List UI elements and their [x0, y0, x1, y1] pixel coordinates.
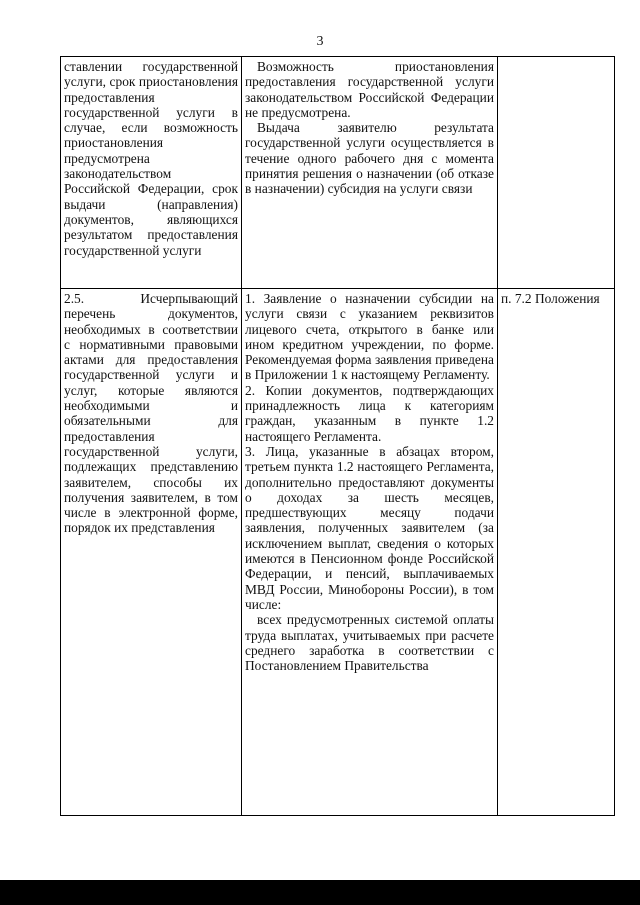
- cell-text: ставлении государственной услуги, срок приостановления предоставления государственной услуги в случае, если возможность приостановления предусмотрена законодательством Российской Федерации, срок выдачи (направления) документов, являющихся результатом предоставления государственной услуги: [64, 59, 238, 258]
- section-heading-text: 2.5. Исчерпывающий перечень документов, необходимых в соответствии с нормативными правовыми актами для предоставления государственной услуги и услуг, которые являются необходимыми и обязательными для предоставления государственной услуги, подлежащих представлению заявителем, способы их получения заявителем, в том числе в электронной форме, порядок их представления: [64, 291, 238, 536]
- table-cell: [61, 289, 242, 816]
- cell-paragraph: Возможность приостановления предоставления государственной услуги законодательством Российской Федерации не предусмотрена.: [245, 59, 494, 120]
- cell-paragraph: всех предусмотренных системой оплаты труда выплатах, учитываемых при расчете среднего заработка в соответствии с Постановлением Правительства: [245, 612, 494, 674]
- cell-paragraph: 2. Копии документов, подтверждающих принадлежность лица к категориям граждан, указанным в пункте 1.2 настоящего Регламента.: [245, 382, 494, 444]
- table-cell: [242, 289, 498, 816]
- reference-text: п. 7.2 Положения: [501, 291, 600, 306]
- table-cell: [498, 57, 615, 289]
- table-row: [61, 289, 615, 816]
- scan-edge-bar: [0, 880, 640, 905]
- table-cell: [61, 57, 242, 289]
- cell-paragraph: 1. Заявление о назначении субсидии на услуги связи с указанием реквизитов лицевого счета, открытого в банке или ином кредитном учреждении, по форме. Рекомендуемая форма заявления приведена в Приложении 1 к настоящему Регламенту.: [245, 291, 494, 383]
- table-cell: [242, 57, 498, 289]
- cell-paragraph: Выдача заявителю результата государственной услуги осуществляется в течение одного рабочего дня с момента принятия решения о назначении (об отказе в назначении) субсидия на услуги связи: [245, 120, 494, 197]
- document-table: [60, 56, 615, 816]
- page-number: 3: [316, 34, 324, 49]
- table-cell: [498, 289, 615, 816]
- cell-paragraph: 3. Лица, указанные в абзацах втором, третьем пункта 1.2 настоящего Регламента, дополнительно предоставляют документы о доходах за шесть месяцев, предшествующих месяцу подачи заявления, полученных заявителем (за исключением выплат, сведения о которых имеются в Пенсионном фонде Российской Федерации, и пенсий, выплачиваемых МВД России, Минобороны России), в том числе:: [245, 443, 494, 612]
- table-row: [61, 57, 615, 289]
